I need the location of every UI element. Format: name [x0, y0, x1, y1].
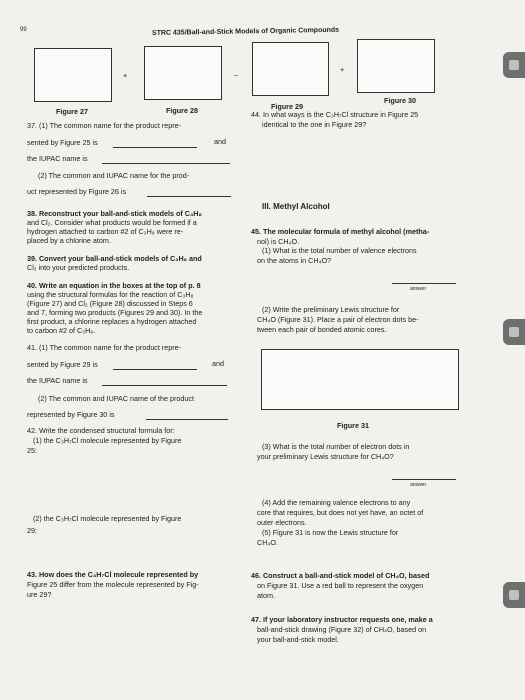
page-title: STRC 435/Ball-and-Stick Models of Organic Compounds [151, 26, 340, 37]
answer-line [113, 147, 197, 148]
figure-31-box [261, 349, 459, 410]
figure-27-caption: Figure 27 [56, 107, 88, 116]
page-number: 99 [20, 27, 27, 33]
reaction-arrow: → [232, 70, 240, 79]
figure-30-box [357, 39, 435, 93]
figure-29-box [252, 42, 329, 96]
section-heading: III. Methyl Alcohol [262, 202, 330, 211]
figure-28-caption: Figure 28 [166, 106, 198, 115]
answer-line [392, 479, 456, 480]
answer-line [147, 196, 231, 197]
answer-line [113, 369, 197, 370]
binder-tab [503, 52, 525, 78]
answer-line [392, 283, 456, 284]
figure-30-caption: Figure 30 [384, 96, 416, 105]
figure-29-caption: Figure 29 [271, 102, 303, 111]
answer-label: answer [410, 482, 427, 488]
binder-tab [503, 582, 525, 608]
figure-31-caption: Figure 31 [337, 421, 369, 430]
answer-label: answer [410, 286, 427, 292]
binder-tab [503, 319, 525, 345]
textbook-page: 99 STRC 435/Ball-and-Stick Models of Organic Compounds + → + Figure 27 Figure 28 Figure 29 Figure 30 37. (1) The common name for the product repre- sented by Figure 25 is and the IUPAC name is (2) The common and IUPAC name for the prod- uct represented by Figure 26 is 38. Reconstruct your ball-and-stick models of C₃H₈ and Cl₂. Consider what products would be formed if a hydrogen attached to carbon #2 of C₃H₈ were re- placed by a chlorine atom. 39. Convert your ball-and-stick models of C₃H₈ and Cl₂ into your predicted products. 40. Write an equation in the boxes at the top of p. 8 using the structural formulas for the reaction of C₃H₈ (Figure 27) and Cl₂ (Figure 28) discussed in Steps 6 and 7, forming two products (Figures 29 and 30). In the first product, a chlorine replaces a hydrogen attached to carbon #2 of C₃H₈. 41. (1) The common name for the product repre- sented by Figure 29 is and the IUPAC name is (2) The common and IUPAC name of the product represented by Figure 30 is 42. Write the condensed structural formula for: (1) the C₃H₇Cl molecule represented by Figure 25: (2) the C₃H₇Cl molecule represented by Figure 29: 43. How does the C₃H₇Cl molecule represented by Figure 25 differ from the molecule represented by Fig- ure 29? 44. In what ways is the C₃H₇Cl structure in Figure 25 identical to the one in Figure 29? III. Methyl Alcohol 45. The molecular formula of methyl alcohol (metha- nol) is CH₄O. (1) What is the total number of valence electrons on the atoms in CH₄O? answer (2) Write the preliminary Lewis structure for CH₄O (Figure 31). Place a pair of electron dots be- tween each pair of bonded atomic cores. Figure 31 (3) What is the total number of electron dots in your preliminary Lewis structure for CH₄O? answer (4) Add the remaining valence electrons to any core that requires, but does not yet have, an octet of outer electrons. (5) Figure 31 is now the Lewis structure for CH₄O. 46. Construct a ball-and-stick model of CH₄O, based on Figure 31. Use a red ball to represent the oxygen atom. 47. If your laboratory instructor requests one, make a ball-and-stick drawing (Figure 32) of CH₄O, based on your ball-and-stick model. [0, 0, 525, 700]
answer-line [102, 163, 230, 164]
figure-28-box [144, 46, 222, 100]
answer-line [102, 385, 227, 386]
figure-27-box [34, 48, 112, 102]
answer-line [146, 419, 228, 420]
plus-sign: + [123, 71, 128, 80]
plus-sign: + [340, 65, 345, 74]
